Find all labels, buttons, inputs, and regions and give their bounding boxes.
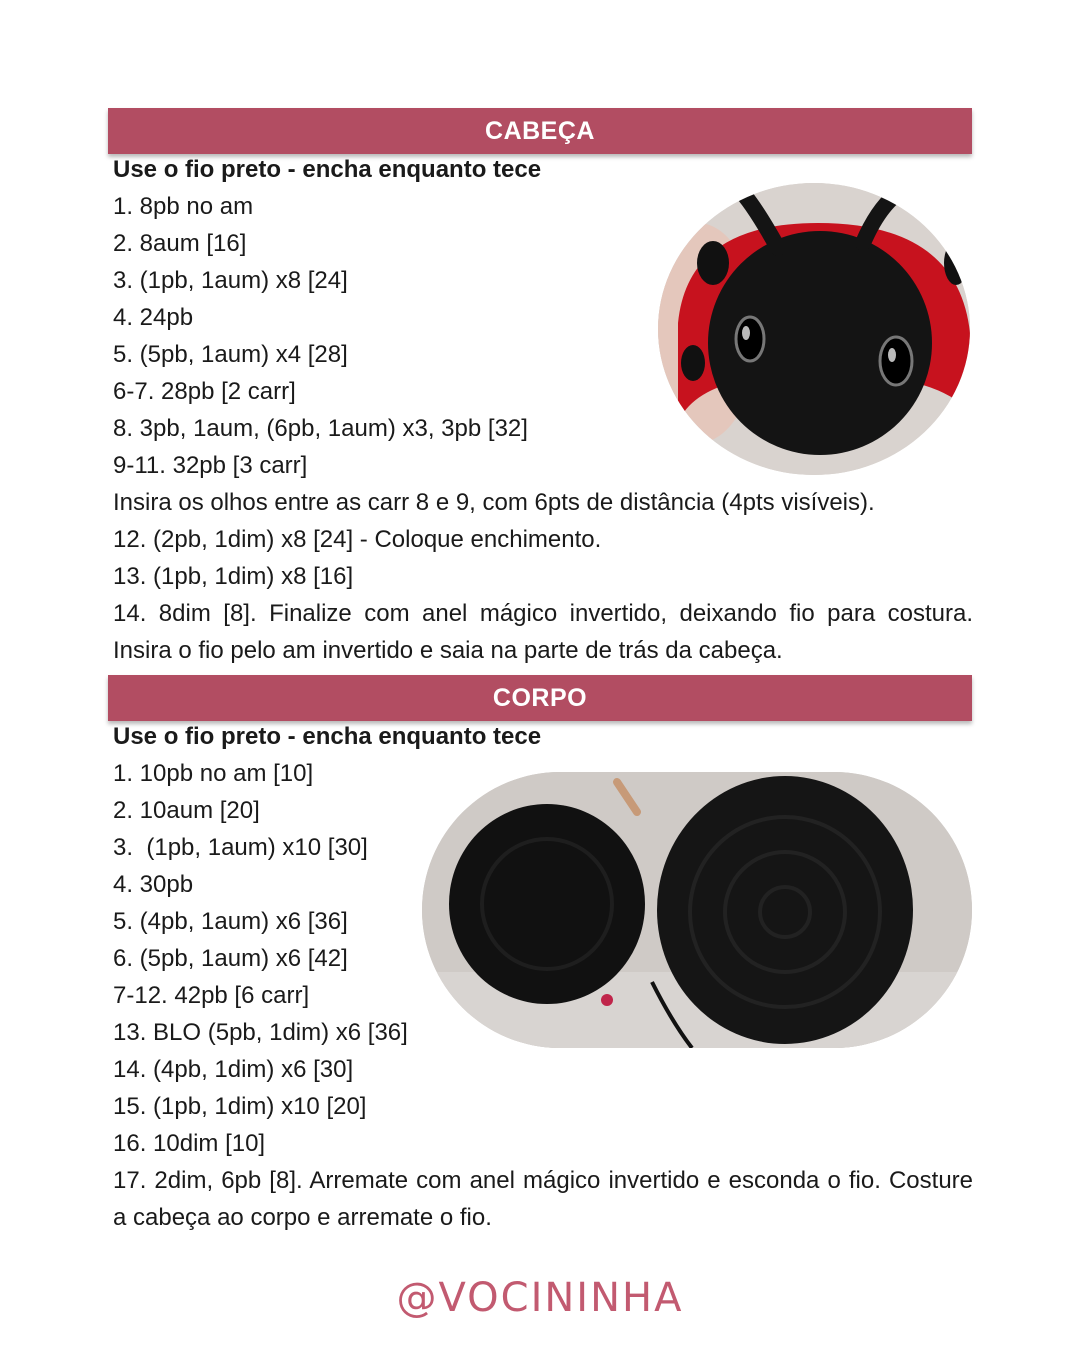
pattern-row: 4. 24pb bbox=[113, 304, 194, 331]
pattern-row: 8. 3pb, 1aum, (6pb, 1aum) x3, 3pb [32] bbox=[113, 415, 528, 442]
ladybug-head-photo bbox=[658, 183, 970, 475]
section-title-cabeca: CABEÇA bbox=[485, 116, 595, 145]
pattern-row: 13. (1pb, 1dim) x8 [16] bbox=[113, 563, 354, 590]
pattern-row: 12. (2pb, 1dim) x8 [24] - Coloque enchimento. bbox=[113, 526, 602, 553]
pattern-row: 5. (4pb, 1aum) x6 [36] bbox=[113, 908, 348, 935]
pattern-row: 3. (1pb, 1aum) x10 [30] bbox=[113, 834, 368, 861]
section-banner-cabeca bbox=[108, 108, 972, 154]
pattern-row: 14. (4pb, 1dim) x6 [30] bbox=[113, 1056, 354, 1083]
pattern-row: 1. 10pb no am [10] bbox=[113, 760, 314, 787]
pattern-row: 1. 8pb no am bbox=[113, 193, 254, 220]
author-handle: @VOCININHA bbox=[396, 1275, 684, 1321]
pattern-row: 6-7. 28pb [2 carr] bbox=[113, 378, 296, 405]
ladybug-body-illustration bbox=[422, 772, 972, 1048]
pattern-row: 5. (5pb, 1aum) x4 [28] bbox=[113, 341, 348, 368]
pattern-row-finish: 17. 2dim, 6pb [8]. Arremate com anel mágico invertido e esconda o fio. Costure a cabeça ao corpo e arremate o fio. bbox=[113, 1167, 973, 1231]
ladybug-head-illustration bbox=[658, 183, 970, 475]
pattern-row: 9-11. 32pb [3 carr] bbox=[113, 452, 308, 479]
ladybug-body-photo bbox=[422, 772, 972, 1048]
section-banner-corpo bbox=[108, 675, 972, 721]
pattern-row: 15. (1pb, 1dim) x10 [20] bbox=[113, 1093, 367, 1120]
pattern-row: 2. 8aum [16] bbox=[113, 230, 247, 257]
pattern-row: 6. (5pb, 1aum) x6 [42] bbox=[113, 945, 348, 972]
pattern-row: 7-12. 42pb [6 carr] bbox=[113, 982, 310, 1009]
footer-handle bbox=[0, 1270, 1080, 1326]
pattern-row: 13. BLO (5pb, 1dim) x6 [36] bbox=[113, 1019, 408, 1046]
section-title-corpo: CORPO bbox=[492, 683, 588, 712]
pattern-row-finish: 14. 8dim [8]. Finalize com anel mágico invertido, deixando fio para costura. Insira o fio pelo am invertido e saia na parte de trás da cabeça. bbox=[113, 600, 973, 664]
pattern-row: 3. (1pb, 1aum) x8 [24] bbox=[113, 267, 348, 294]
pattern-row: 4. 30pb bbox=[113, 871, 194, 898]
instruction-subtitle: Use o fio preto - encha enquanto tece bbox=[113, 723, 542, 750]
pattern-row: 2. 10aum [20] bbox=[113, 797, 260, 824]
pattern-row: 16. 10dim [10] bbox=[113, 1130, 266, 1157]
eyes-note: Insira os olhos entre as carr 8 e 9, com 6pts de distância (4pts visíveis). bbox=[113, 489, 875, 516]
instruction-subtitle: Use o fio preto - encha enquanto tece bbox=[113, 156, 542, 183]
